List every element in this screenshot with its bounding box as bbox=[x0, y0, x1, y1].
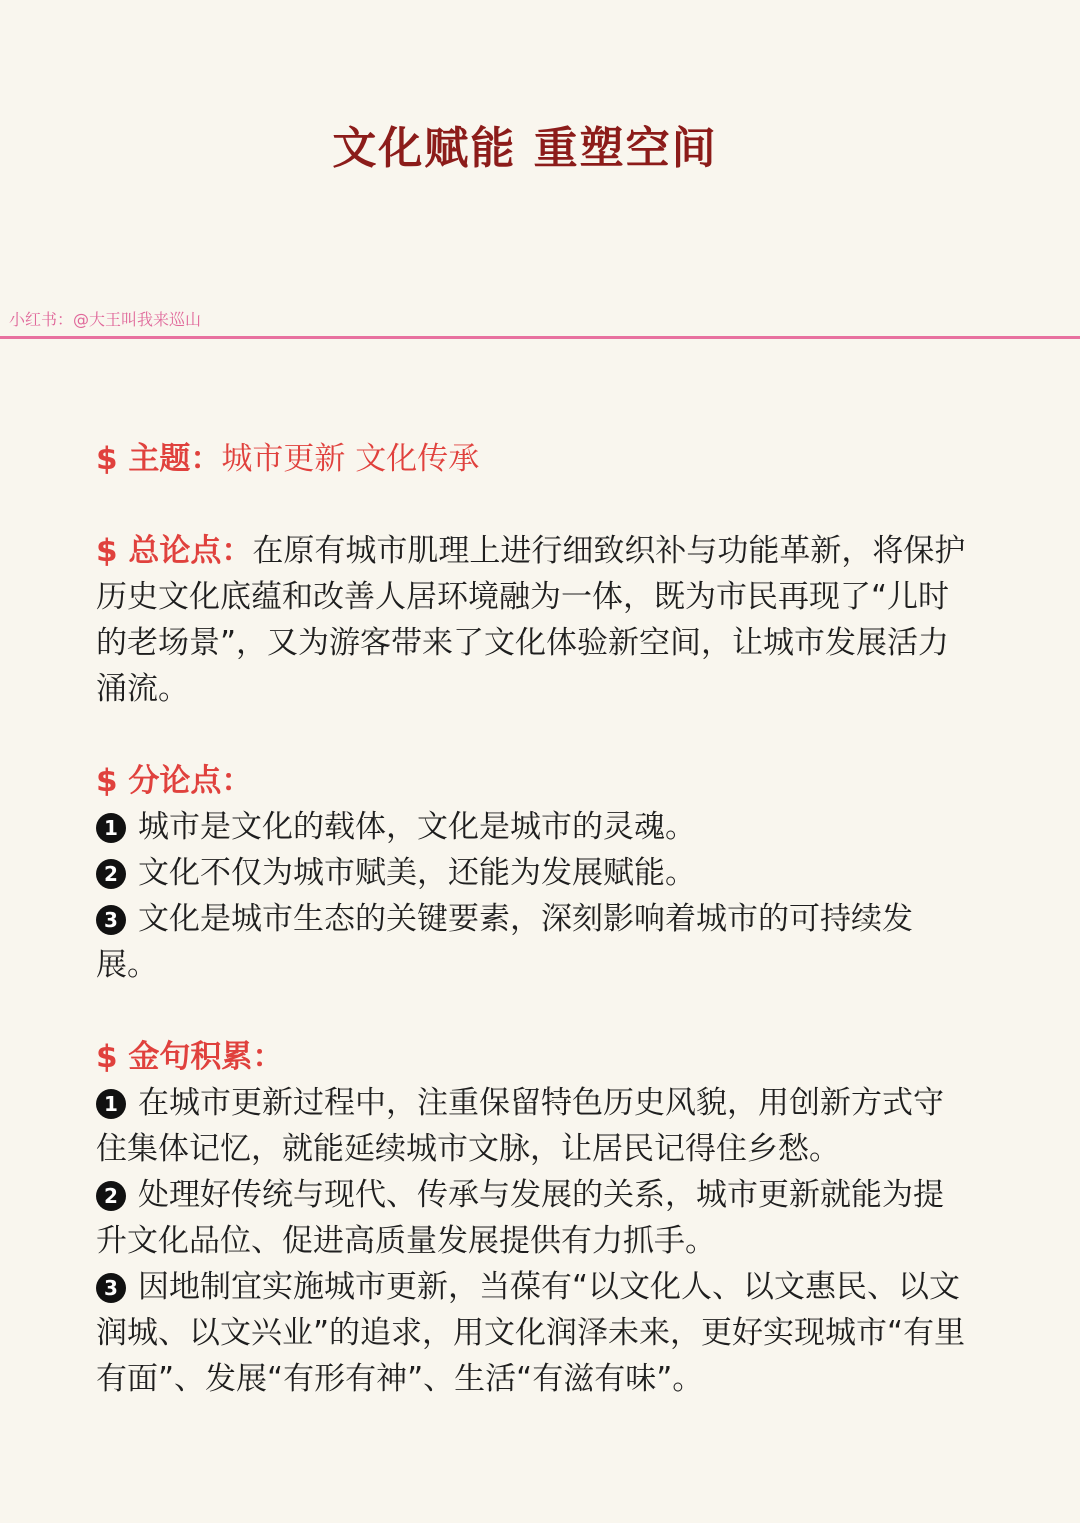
spacer bbox=[96, 712, 966, 758]
spacer bbox=[96, 988, 966, 1034]
number-badge-icon: 1 bbox=[96, 813, 126, 843]
number-badge-icon: 1 bbox=[96, 1089, 126, 1119]
golden-quote-item bbox=[96, 1172, 966, 1264]
sub-point-item bbox=[96, 850, 966, 896]
number-badge-icon: 2 bbox=[96, 1181, 126, 1211]
golden-quote-item bbox=[96, 1080, 966, 1172]
main-point-text: 在原有城市肌理上进行细致织补与功能革新，将保护历史文化底蕴和改善人居环境融为一体，既为市民再现了“儿时的老场景”，又为游客带来了文化体验新空间，让城市发展活力涌流。 bbox=[96, 533, 966, 707]
sub-point-item bbox=[96, 804, 966, 850]
number-badge-icon: 3 bbox=[96, 1273, 126, 1303]
spacer bbox=[96, 482, 966, 528]
page-title: 文化赋能 重塑空间 bbox=[332, 123, 718, 174]
golden-quote-text: 在城市更新过程中，注重保留特色历史风貌，用创新方式守住集体记忆，就能延续城市文脉，让居民记得住乡愁。 bbox=[96, 1085, 944, 1167]
number-badge-icon: 3 bbox=[96, 905, 126, 935]
divider-line bbox=[0, 336, 1080, 339]
golden-quote-text: 因地制宜实施城市更新，当葆有“以文化人、以文惠民、以文润城、以文兴业”的追求，用文化润泽未来，更好实现城市“有里有面”、发展“有形有神”、生活“有滋有味”。 bbox=[96, 1269, 966, 1397]
content-body bbox=[96, 436, 966, 1402]
theme-label: $ 主题： bbox=[96, 441, 222, 477]
sub-point-item bbox=[96, 896, 966, 988]
sub-points-label: $ 分论点： bbox=[96, 763, 253, 799]
number-badge-icon: 2 bbox=[96, 859, 126, 889]
main-point-label: $ 总论点： bbox=[96, 533, 253, 569]
theme-line bbox=[96, 436, 966, 482]
golden-quote-item bbox=[96, 1264, 966, 1402]
main-point-paragraph bbox=[96, 528, 966, 712]
theme-value: 城市更新 文化传承 bbox=[221, 441, 480, 477]
golden-quote-text: 处理好传统与现代、传承与发展的关系，城市更新就能为提升文化品位、促进高质量发展提供有力抓手。 bbox=[96, 1177, 944, 1259]
sub-point-text: 文化不仅为城市赋美，还能为发展赋能。 bbox=[138, 855, 696, 891]
sub-point-text: 城市是文化的载体，文化是城市的灵魂。 bbox=[138, 809, 696, 845]
sub-point-text: 文化是城市生态的关键要素，深刻影响着城市的可持续发展。 bbox=[96, 901, 913, 983]
golden-quotes-label: $ 金句积累： bbox=[96, 1039, 284, 1075]
watermark-text: 小红书：@大王叫我来巡山 bbox=[9, 310, 202, 329]
